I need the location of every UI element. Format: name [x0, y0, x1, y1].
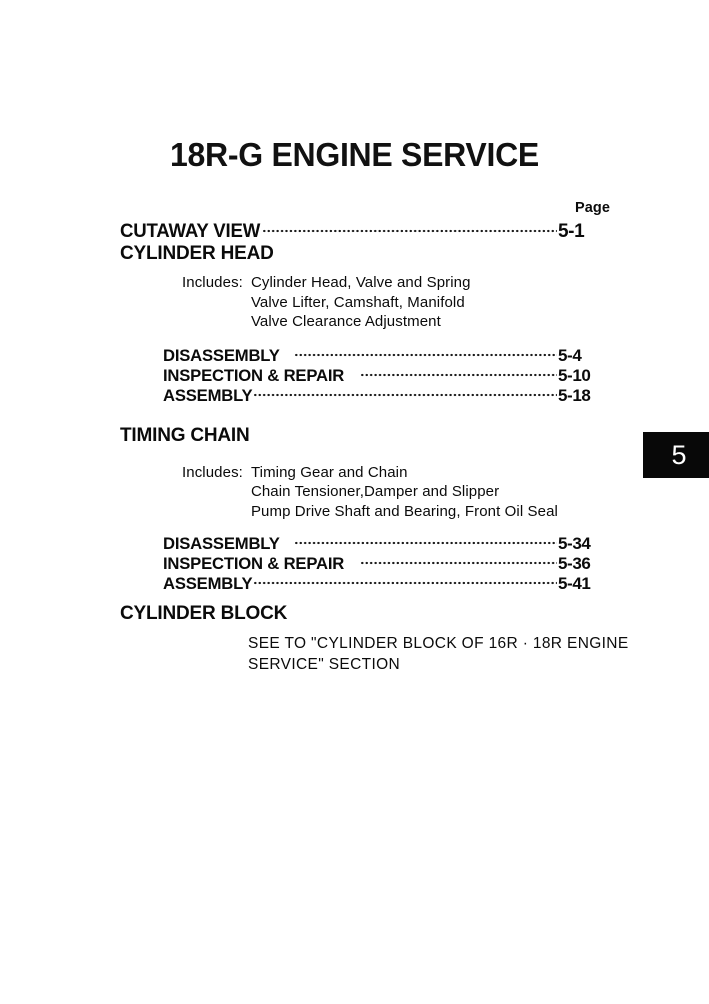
toc-entry-label: DISASSEMBLY — [163, 533, 280, 553]
includes-item: Pump Drive Shaft and Bearing, Front Oil Seal — [250, 502, 558, 520]
spacer — [120, 406, 620, 424]
toc-entry-page: 5-41 — [558, 573, 591, 593]
includes-item: Valve Lifter, Camshaft, Manifold — [250, 293, 465, 311]
toc-section-timing-chain[interactable]: TIMING CHAIN — [120, 424, 250, 446]
page-title: 18R-G ENGINE SERVICE — [170, 136, 539, 173]
spacer — [120, 594, 620, 602]
toc-entry-cylinder-head-inspection-repair[interactable] — [163, 366, 620, 386]
toc-entry-label: INSPECTION & REPAIR — [163, 365, 345, 385]
toc-entry-label: ASSEMBLY — [163, 573, 253, 593]
includes-items — [251, 273, 471, 332]
toc-section-cylinder-block[interactable]: CYLINDER BLOCK — [120, 602, 288, 624]
toc-entry-cylinder-head-disassembly[interactable] — [163, 346, 620, 366]
includes-item: Cylinder Head, Valve and Spring — [250, 274, 471, 291]
toc-entry-page: 5-18 — [558, 385, 591, 405]
toc-section-cylinder-head[interactable]: CYLINDER HEAD — [120, 243, 274, 264]
leader-dots — [254, 576, 557, 590]
toc-entry-page: 5-36 — [558, 553, 591, 573]
leader-dots — [263, 224, 557, 238]
includes-item: Chain Tensioner,Damper and Slipper — [250, 483, 500, 501]
toc-entry-label: INSPECTION & REPAIR — [163, 553, 345, 573]
timing-chain-includes — [182, 463, 620, 522]
section-thumb-tab — [643, 432, 709, 478]
leader-dots — [361, 368, 557, 382]
toc-entry-label: DISASSEMBLY — [163, 345, 280, 365]
toc-entry-cutaway-view[interactable] — [120, 222, 620, 242]
toc-entry-page: 5-1 — [558, 221, 585, 242]
cylinder-head-includes — [182, 273, 620, 332]
leader-dots — [295, 536, 557, 550]
includes-item: Timing Gear and Chain — [250, 463, 408, 481]
spacer — [120, 447, 620, 463]
includes-items — [251, 463, 558, 522]
includes-item: Valve Clearance Adjustment — [250, 313, 441, 331]
toc-entry-timing-chain-assembly[interactable] — [163, 574, 620, 594]
page-column-header: Page — [574, 200, 610, 216]
spacer — [120, 625, 620, 633]
toc-entry-cylinder-head-assembly[interactable] — [163, 386, 620, 406]
leader-dots — [361, 556, 557, 570]
toc-entry-page: 5-4 — [558, 345, 582, 365]
table-of-contents — [120, 200, 629, 675]
toc-entry-page: 5-34 — [558, 533, 591, 553]
spacer — [120, 522, 620, 534]
toc-entry-page: 5-10 — [558, 365, 591, 385]
leader-dots — [254, 388, 557, 402]
section-thumb-tab-number: 5 — [671, 439, 687, 470]
toc-entry-timing-chain-disassembly[interactable] — [163, 534, 620, 554]
toc-entry-label: CUTAWAY VIEW — [120, 221, 261, 242]
includes-label: Includes: — [182, 463, 243, 481]
spacer — [120, 332, 620, 346]
includes-label: Includes: — [182, 274, 243, 291]
cross-reference-line: SEE TO "CYLINDER BLOCK OF 16R · 18R ENGINE — [248, 634, 629, 652]
toc-entry-timing-chain-inspection-repair[interactable] — [163, 554, 620, 574]
spacer — [120, 265, 620, 273]
cross-reference-line: SERVICE" SECTION — [248, 655, 401, 673]
leader-dots — [295, 348, 557, 362]
cylinder-block-cross-reference — [248, 633, 629, 675]
toc-entry-label: ASSEMBLY — [163, 385, 253, 405]
